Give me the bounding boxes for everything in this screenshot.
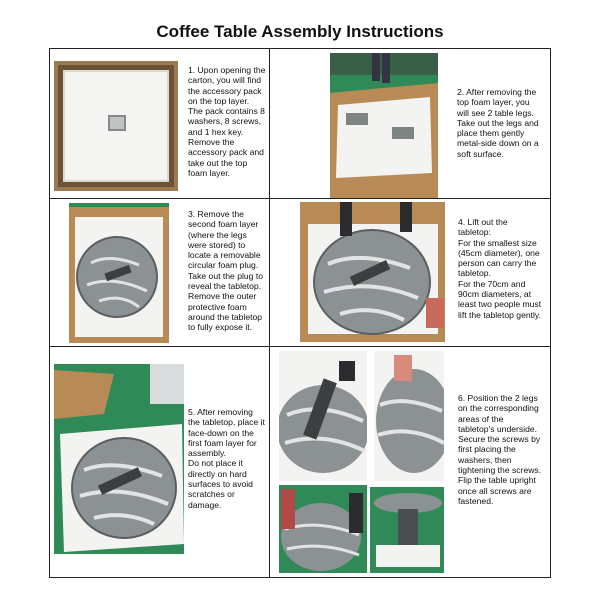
step-3-photo <box>69 203 169 343</box>
step-5-text: 5. After removing the tabletop, place it face-down on the first foam layer for assembly. Do not place it directly on hard surfaces to avoid scratches or damage. <box>188 407 265 510</box>
row-divider <box>50 198 550 199</box>
instruction-grid <box>49 48 551 578</box>
page-title: Coffee Table Assembly Instructions <box>156 22 444 41</box>
step-1-text: 1. Upon opening the carton, you will find the accessory pack on the top layer. The pack contains 8 washers, 8 screws, and 1 hex key. Remove the accessory pack and take out the top foam layer. <box>188 65 266 178</box>
step-6-photo-c <box>279 485 367 573</box>
step-2-photo <box>330 53 438 198</box>
step-4-photo <box>300 202 445 342</box>
step-6-text: 6. Position the 2 legs on the corresponding areas of the tabletop's underside. Secure the screws by first placing the washers, then tightening the screws. Flip the table upright once all screws are fastened. <box>458 393 542 506</box>
column-divider <box>269 49 270 577</box>
step-6-photo-a <box>279 351 367 481</box>
step-6-photo-d <box>370 487 444 573</box>
row-divider <box>50 346 550 347</box>
step-6-photo-b <box>374 351 444 481</box>
step-3-text: 3. Remove the second foam layer (where the legs were stored) to locate a removable circular foam plug. Take out the plug to reveal the tabletop. Remove the outer protective foam around the tabletop to fully expose it. <box>188 209 264 333</box>
step-2-text: 2. After removing the top foam layer, you will see 2 table legs. Take out the legs and place them gently metal-side down on a soft surface. <box>457 87 539 159</box>
step-4-text: 4. Lift out the tabletop: For the smallest size (45cm diameter), one person can carry the tabletop. For the 70cm and 90cm diameters, at least two people must lift the tabletop gently. <box>458 217 542 320</box>
step-1-photo <box>54 61 178 191</box>
step-5-photo <box>54 364 184 554</box>
